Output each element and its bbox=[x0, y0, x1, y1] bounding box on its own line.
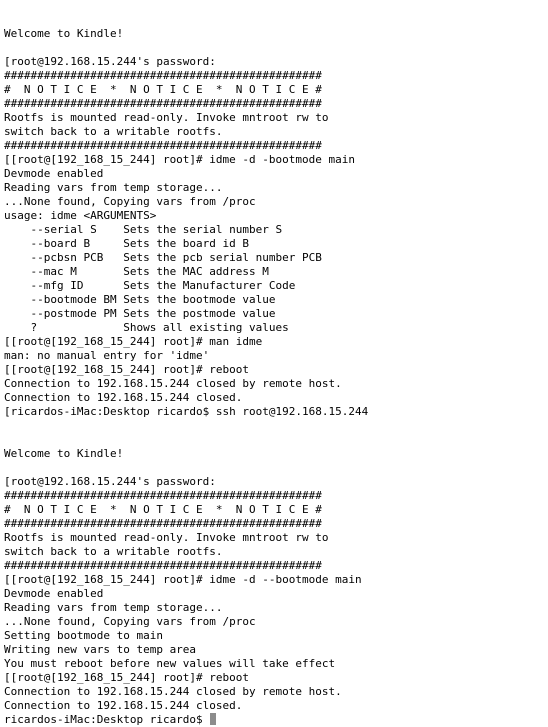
terminal-line: [[root@[192_168_15_244] root]# man idme bbox=[4, 335, 263, 348]
terminal-line: ################################################ bbox=[4, 489, 322, 502]
terminal-line: Welcome to Kindle! bbox=[4, 447, 124, 460]
terminal-line bbox=[4, 13, 368, 27]
terminal-line: --board B Sets the board id B bbox=[4, 237, 250, 250]
terminal-output bbox=[4, 13, 368, 727]
terminal-line: switch back to a writable rootfs. bbox=[4, 125, 223, 138]
terminal-line: Reading vars from temp storage... bbox=[4, 601, 223, 614]
terminal-line bbox=[4, 461, 368, 475]
terminal-line: [[root@[192_168_15_244] root]# idme -d -bootmode main bbox=[4, 153, 355, 166]
terminal-line: man: no manual entry for 'idme' bbox=[4, 349, 210, 362]
terminal-line: ...None found, Copying vars from /proc bbox=[4, 195, 256, 208]
terminal-line: Reading vars from temp storage... bbox=[4, 181, 223, 194]
terminal-line: --pcbsn PCB Sets the pcb serial number PCB bbox=[4, 251, 322, 264]
text-cursor bbox=[210, 713, 216, 725]
terminal-line: Setting bootmode to main bbox=[4, 629, 163, 642]
terminal-line: ################################################ bbox=[4, 517, 322, 530]
terminal-line: switch back to a writable rootfs. bbox=[4, 545, 223, 558]
terminal-line: ################################################ bbox=[4, 97, 322, 110]
terminal-line: Welcome to Kindle! bbox=[4, 27, 124, 40]
terminal-line: [ricardos-iMac:Desktop ricardo$ ssh root@192.168.15.244 bbox=[4, 405, 369, 418]
terminal-line: # N O T I C E * N O T I C E * N O T I C E # bbox=[4, 503, 322, 516]
terminal-line: ################################################ bbox=[4, 69, 322, 82]
terminal-line: [[root@[192_168_15_244] root]# reboot bbox=[4, 671, 250, 684]
terminal-prompt-line[interactable] bbox=[4, 713, 368, 727]
terminal-line: Rootfs is mounted read-only. Invoke mntroot rw to bbox=[4, 111, 329, 124]
terminal-line: [[root@[192_168_15_244] root]# idme -d --bootmode main bbox=[4, 573, 362, 586]
terminal-line: ? Shows all existing values bbox=[4, 321, 289, 334]
terminal-line: [root@192.168.15.244's password: bbox=[4, 55, 216, 68]
terminal-line: You must reboot before new values will take effect bbox=[4, 657, 336, 670]
terminal-line: Connection to 192.168.15.244 closed by remote host. bbox=[4, 377, 342, 390]
terminal-line: Devmode enabled bbox=[4, 587, 104, 600]
terminal-line: Devmode enabled bbox=[4, 167, 104, 180]
terminal-prompt: ricardos-iMac:Desktop ricardo$ bbox=[4, 713, 210, 726]
terminal-line: usage: idme <ARGUMENTS> bbox=[4, 209, 157, 222]
terminal-line: [root@192.168.15.244's password: bbox=[4, 475, 216, 488]
terminal-line: --bootmode BM Sets the bootmode value bbox=[4, 293, 276, 306]
terminal-line: Connection to 192.168.15.244 closed by remote host. bbox=[4, 685, 342, 698]
terminal-line bbox=[4, 419, 368, 433]
terminal-line bbox=[4, 41, 368, 55]
terminal-line: --mac M Sets the MAC address M bbox=[4, 265, 269, 278]
terminal-line: Connection to 192.168.15.244 closed. bbox=[4, 699, 243, 712]
terminal-line: # N O T I C E * N O T I C E * N O T I C E # bbox=[4, 83, 322, 96]
terminal-line: --mfg ID Sets the Manufacturer Code bbox=[4, 279, 296, 292]
terminal-line bbox=[4, 433, 368, 447]
terminal-line: Connection to 192.168.15.244 closed. bbox=[4, 391, 243, 404]
terminal-line: Rootfs is mounted read-only. Invoke mntroot rw to bbox=[4, 531, 329, 544]
terminal-line: [[root@[192_168_15_244] root]# reboot bbox=[4, 363, 250, 376]
terminal-line: ################################################ bbox=[4, 559, 322, 572]
terminal-line: ################################################ bbox=[4, 139, 322, 152]
terminal-line: Writing new vars to temp area bbox=[4, 643, 197, 656]
terminal-line: ...None found, Copying vars from /proc bbox=[4, 615, 256, 628]
terminal-line: --serial S Sets the serial number S bbox=[4, 223, 283, 236]
terminal-line: --postmode PM Sets the postmode value bbox=[4, 307, 276, 320]
